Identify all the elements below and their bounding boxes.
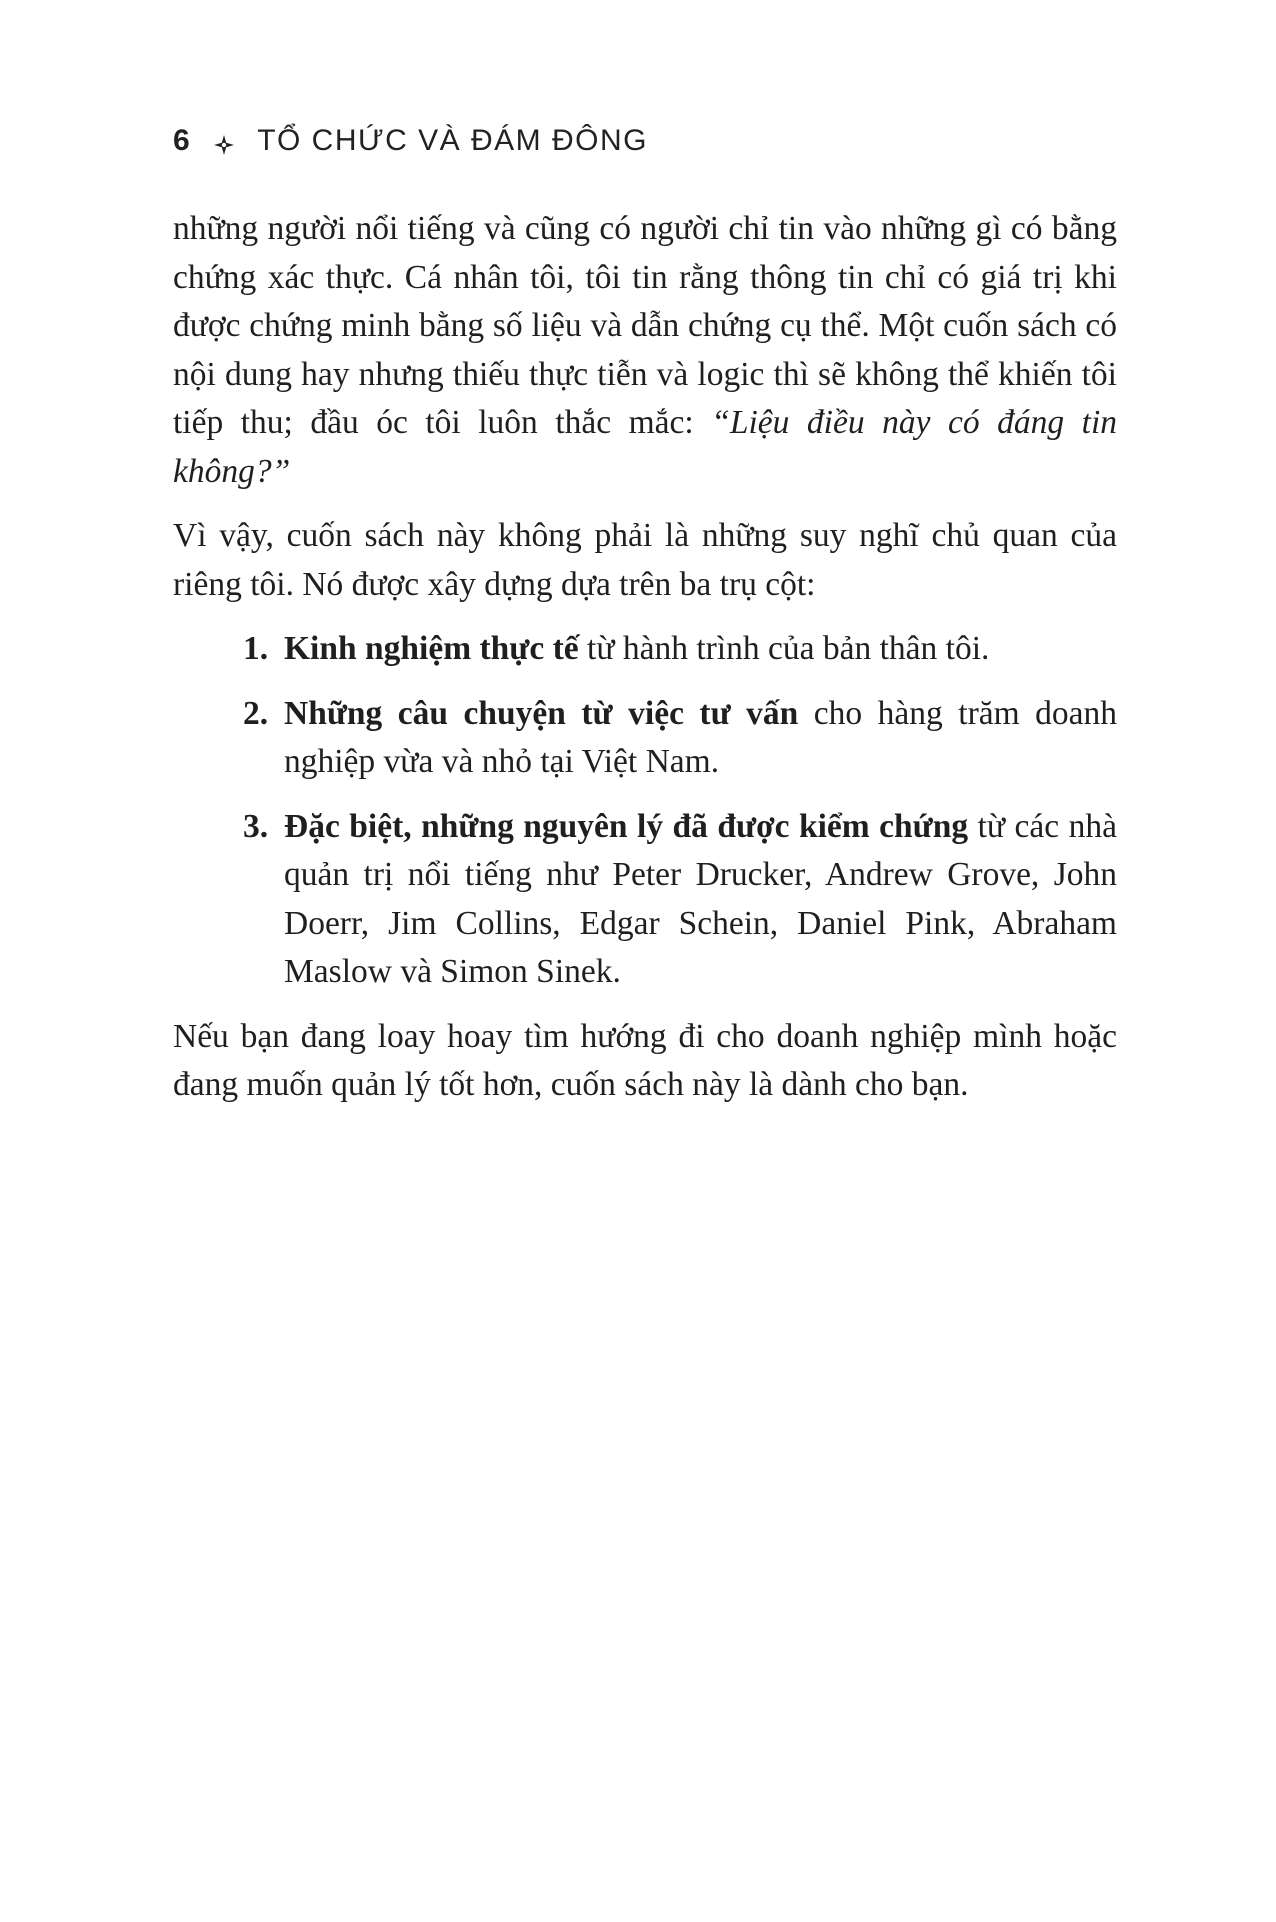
list-item-bold-lead: Đặc biệt, những nguyên lý đã được kiểm chứng [284,807,969,845]
paragraph-3: Nếu bạn đang loay hoay tìm hướng đi cho doanh nghiệp mình hoặc đang muốn quản lý tốt hơn, cuốn sách này là dành cho bạn. [173,1017,1117,1103]
list-item-text: cho hàng trăm doanh nghiệp vừa và nhỏ tại Việt Nam. [284,694,1118,780]
list-item-number: 3. [243,807,269,845]
running-title: TỔ CHỨC VÀ ĐÁM ĐÔNG [257,124,648,157]
list-item-bold-lead: Kinh nghiệm thực tế [284,630,579,667]
running-header [173,124,648,158]
list-item [173,625,1117,674]
page-number: 6 [173,124,192,157]
list-item [173,690,1117,787]
body-text [173,205,1117,1110]
four-point-star-ornament-icon [213,130,235,152]
paragraph-2: Vì vậy, cuốn sách này không phải là những suy nghĩ chủ quan của riêng tôi. Nó được xây dựng dựa trên ba trụ cột: [173,517,1117,603]
list-item-bold-lead: Những câu chuyện từ việc tư vấn [284,694,799,732]
list-item-text: từ các nhà quản trị nổi tiếng như Peter Drucker, Andrew Grove, John Doerr, Jim Collins, Edgar Schein, Daniel Pink, Abraham Maslow và Simon Sinek. [284,807,1117,990]
list-item [173,803,1117,997]
paragraph-1 [173,205,1117,496]
list-item-text: từ hành trình của bản thân tôi. [578,630,990,667]
paragraph-1-quote: “Liệu điều này có đáng tin không?” [173,404,1117,490]
pillars-list [173,625,1117,997]
list-item-number: 2. [243,694,269,732]
paragraph-1-text: những người nổi tiếng và cũng có người chỉ tin vào những gì có bằng chứng xác thực. Cá nhân tôi, tôi tin rằng thông tin chỉ có giá trị khi được chứng minh bằng số liệu và dẫn chứng cụ thể. Một cuốn sách có nội dung hay nhưng thiếu thực tiễn và logic thì sẽ không thể khiến tôi tiếp thu; đầu óc tôi luôn thắc mắc: [173,210,1117,441]
list-item-number: 1. [243,630,269,667]
